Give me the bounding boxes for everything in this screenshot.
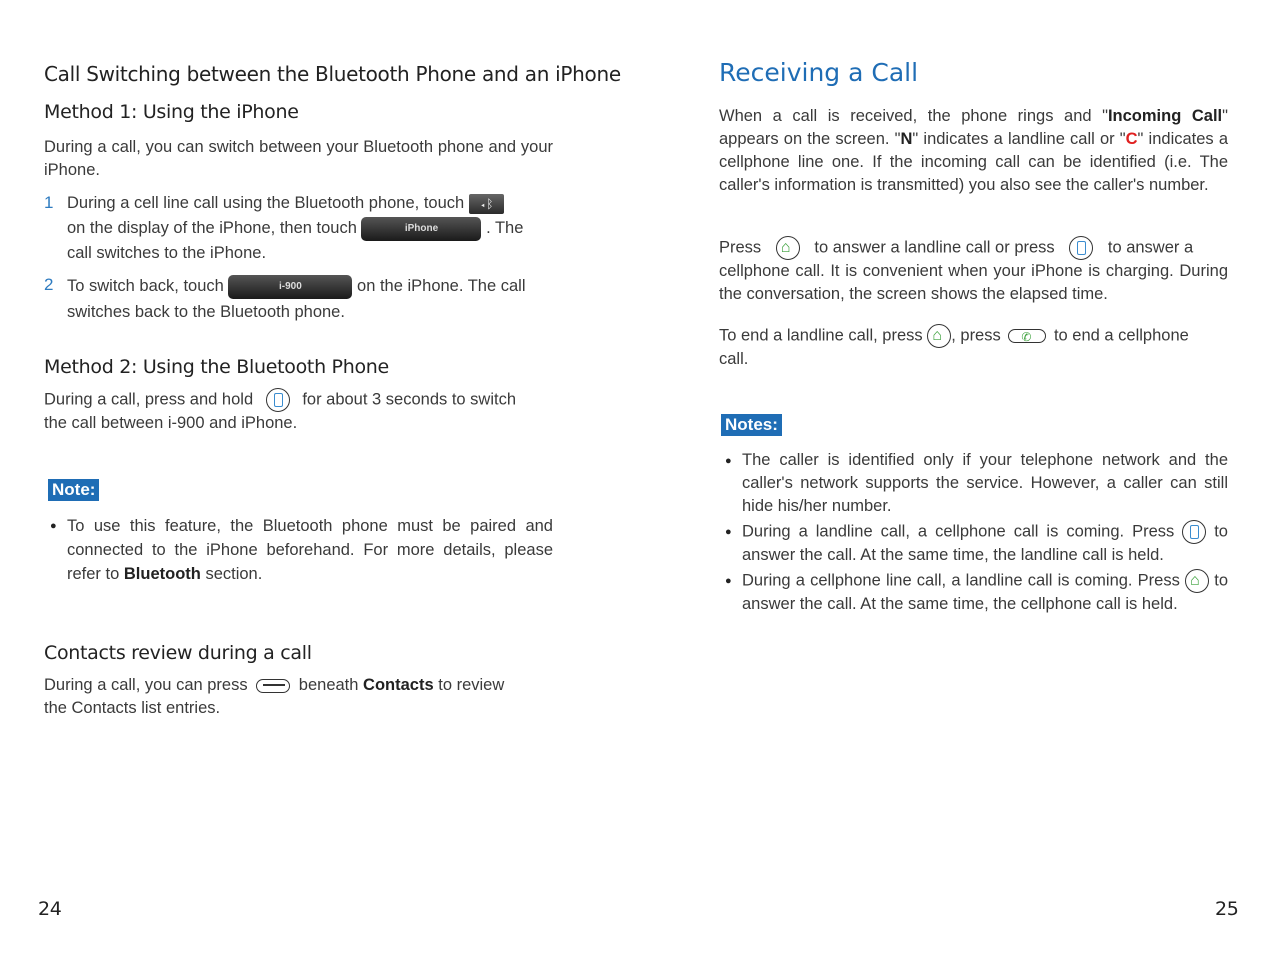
receiving-para1 <box>719 105 1228 197</box>
step2-text-b: on the iPhone. The call <box>357 277 526 295</box>
para2-b: to answer a landline call or press <box>814 238 1055 257</box>
contacts-text-c: to review <box>438 676 505 694</box>
home-key-icon <box>1185 569 1209 593</box>
method2-text-c: the call between i-900 and iPhone. <box>44 414 298 432</box>
notes-bullet-1 <box>719 449 1228 518</box>
method1-heading: Method 1: Using the iPhone <box>44 101 299 123</box>
contacts-text <box>44 674 553 720</box>
note-tag-wrap <box>48 479 99 501</box>
i900-button: i-900 <box>228 275 352 299</box>
contacts-text-a: During a call, you can press <box>44 676 248 694</box>
method2-text-a: During a call, press and hold <box>44 390 254 409</box>
para3-d: call. <box>719 350 749 368</box>
method1-step1 <box>44 191 553 266</box>
para3-b: , press <box>951 326 1001 345</box>
receiving-para3 <box>719 324 1228 371</box>
note-bullet <box>44 514 553 586</box>
step1-text-a: During a cell line call using the Bluetooth phone, touch <box>67 194 465 212</box>
notes-b3-b: to answer the call. At the same time, the cellphone call is held. <box>742 571 1228 613</box>
method2-text <box>44 388 553 435</box>
step2-text-a: To switch back, touch <box>67 277 224 295</box>
bullet-icon: ● <box>725 526 732 538</box>
para3-a: To end a landline call, press <box>719 326 923 345</box>
home-key-icon <box>927 324 951 348</box>
contacts-heading: Contacts review during a call <box>44 642 312 664</box>
method1-intro: During a call, you can switch between your Bluetooth phone and your iPhone. <box>44 138 553 179</box>
page-number-right: 25 <box>1215 898 1239 920</box>
note-text-a: To use this feature, the Bluetooth phone must be paired and connected to the iPhone beforehand. For more details, please refer to <box>67 517 553 583</box>
contacts-text-d: the Contacts list entries. <box>44 699 221 717</box>
phone-key-icon <box>1069 236 1093 260</box>
phone-key-icon <box>266 388 290 412</box>
notes-tag: Notes: <box>721 414 782 436</box>
bullet-icon: ● <box>50 520 57 532</box>
notes-b2-a: During a landline call, a cellphone call is coming. Press <box>742 522 1175 541</box>
bullet-icon: ● <box>725 455 732 467</box>
notes-bullet-3 <box>719 569 1228 616</box>
notes-tag-wrap <box>721 414 782 436</box>
incoming-call-bold: Incoming Call <box>1107 107 1223 125</box>
note-text-b: section. <box>205 565 263 583</box>
method1-step2 <box>44 273 553 325</box>
para3-c: to end a cellphone <box>1053 326 1189 345</box>
bullet-icon: ● <box>725 575 732 587</box>
notes-b1: The caller is identified only if your telephone network and the caller's network supports the service. However, a caller can still hide his/her number. <box>742 451 1228 515</box>
para1-b: " appears on the screen. " <box>719 107 1228 148</box>
contacts-text-b: beneath <box>298 676 359 694</box>
notes-b2-b: to answer the call. At the same time, the landline call is held. <box>742 522 1228 564</box>
para2-d: cellphone call. It is convenient when your iPhone is charging. During the conversation, the screen shows the elapsed time. <box>719 262 1228 303</box>
home-key-icon <box>776 236 800 260</box>
cell-key-icon <box>1008 329 1046 343</box>
step1-text-c: . The <box>486 219 524 237</box>
phone-key-icon <box>1182 520 1206 544</box>
step2-text-c: switches back to the Bluetooth phone. <box>67 303 345 321</box>
method2-heading: Method 2: Using the Bluetooth Phone <box>44 356 389 378</box>
para1-c: " indicates a landline call or " <box>912 130 1126 148</box>
para2-c: to answer a <box>1107 238 1194 257</box>
page-number-left: 24 <box>38 898 62 920</box>
left-page-title: Call Switching between the Bluetooth Phone and an iPhone <box>44 62 621 86</box>
step1-text-d: call switches to the iPhone. <box>67 244 267 262</box>
para2-a: Press <box>719 238 762 257</box>
step1-text-b: on the display of the iPhone, then touch <box>67 219 357 237</box>
note-tag: Note: <box>48 479 99 501</box>
receiving-para2 <box>719 236 1228 306</box>
n-bold: N <box>900 130 913 148</box>
iphone-button: iPhone <box>361 217 481 241</box>
right-page-title: Receiving a Call <box>719 58 919 87</box>
c-bold-red: C <box>1125 130 1138 148</box>
notes-b3-a: During a cellphone line call, a landline call is coming. Press <box>742 571 1180 590</box>
bluetooth-icon: ◂ᛒ <box>469 194 504 214</box>
contacts-bold: Contacts <box>363 676 434 694</box>
menu-key-icon <box>256 679 290 693</box>
para1-a: When a call is received, the phone rings and " <box>719 107 1108 125</box>
step1-number: 1 <box>44 193 54 212</box>
step2-number: 2 <box>44 275 54 294</box>
para1-d: " indicates a cellphone line one. If the incoming call can be identified (i.e. The caller's information is transmitted) you also see the caller's number. <box>719 130 1228 194</box>
notes-bullet-2 <box>719 520 1228 567</box>
note-bluetooth-bold: Bluetooth <box>123 565 201 583</box>
method2-text-b: for about 3 seconds to switch <box>302 390 517 409</box>
